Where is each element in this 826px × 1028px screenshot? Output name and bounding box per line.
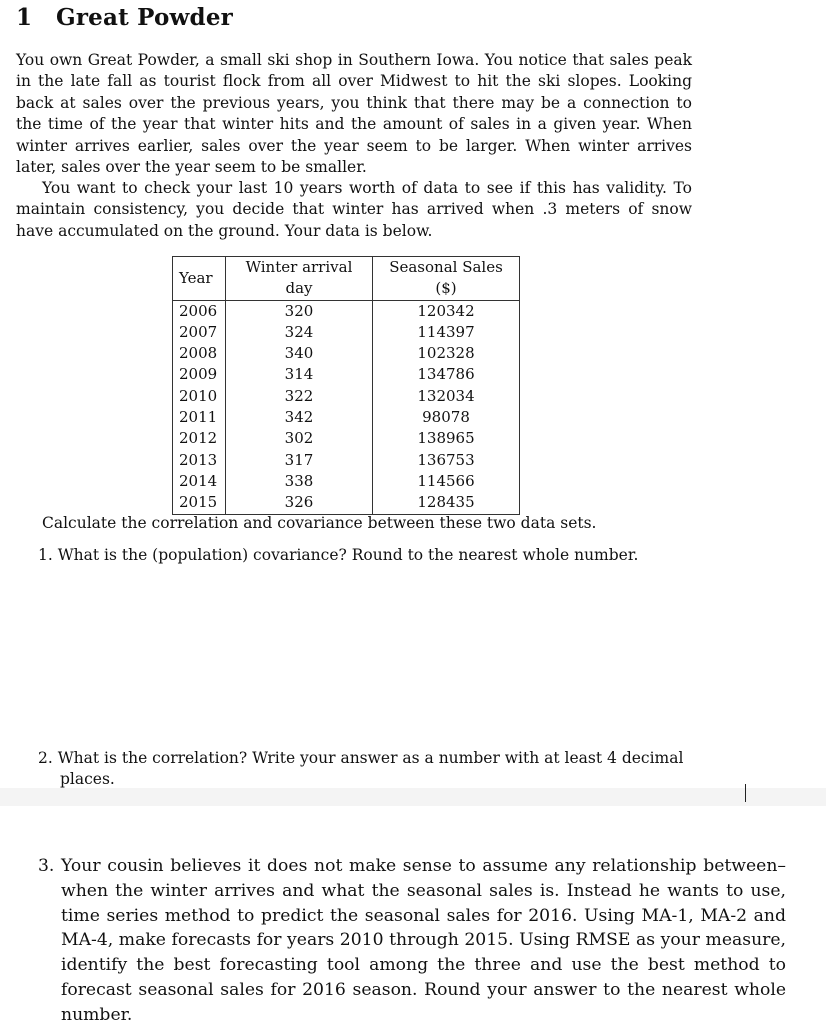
cell-winter-arrival-day: 326 xyxy=(226,492,373,514)
cell-year: 2012 xyxy=(173,428,226,449)
table-row xyxy=(173,471,520,492)
cell-year: 2015 xyxy=(173,492,226,514)
header-winter-arrival-day: Winter arrival day xyxy=(226,257,373,301)
cell-seasonal-sales: 120342 xyxy=(373,300,520,322)
cell-winter-arrival-day: 342 xyxy=(226,407,373,428)
cell-seasonal-sales: 98078 xyxy=(373,407,520,428)
cell-winter-arrival-day: 340 xyxy=(226,343,373,364)
table-row xyxy=(173,407,520,428)
paragraph-data-description: You want to check your last 10 years worth of data to see if this has validity. To maintain consistency, you decide that winter has arrived when .3 meters of snow have accumulated on the ground. Your data is below. xyxy=(16,179,692,240)
table-row xyxy=(173,428,520,449)
cell-year: 2011 xyxy=(173,407,226,428)
cell-year: 2014 xyxy=(173,471,226,492)
question-2 xyxy=(38,748,698,791)
header-seasonal-sales: Seasonal Sales ($) xyxy=(373,257,520,301)
cell-winter-arrival-day: 322 xyxy=(226,386,373,407)
table-row xyxy=(173,450,520,471)
table-row xyxy=(173,343,520,364)
cell-seasonal-sales: 138965 xyxy=(373,428,520,449)
sales-data-table xyxy=(172,256,520,515)
table-body xyxy=(173,300,520,514)
cell-winter-arrival-day: 320 xyxy=(226,300,373,322)
cell-seasonal-sales: 128435 xyxy=(373,492,520,514)
section-heading xyxy=(16,4,233,31)
table-header-row xyxy=(173,257,520,301)
cell-winter-arrival-day: 302 xyxy=(226,428,373,449)
cell-winter-arrival-day: 324 xyxy=(226,322,373,343)
cell-seasonal-sales: 134786 xyxy=(373,364,520,385)
paragraph-intro: You own Great Powder, a small ski shop in Southern Iowa. You notice that sales peak in the late fall as tourist flock from all over Midwest to hit the ski slopes. Looking back at sales over the previous years, you think that there may be a connection to the time of the year that winter hits and the amount of sales in a given year. When winter arrives earlier, sales over the year seem to be larger. When winter arrives later, sales over the year seem to be smaller. xyxy=(16,51,692,177)
table-row xyxy=(173,300,520,322)
cell-year: 2007 xyxy=(173,322,226,343)
cell-seasonal-sales: 102328 xyxy=(373,343,520,364)
cell-year: 2013 xyxy=(173,450,226,471)
cell-year: 2006 xyxy=(173,300,226,322)
cell-seasonal-sales: 114566 xyxy=(373,471,520,492)
table-row xyxy=(173,386,520,407)
cell-year: 2009 xyxy=(173,364,226,385)
instructions: Calculate the correlation and covariance between these two data sets. xyxy=(42,514,597,532)
question-2-text: 2. What is the correlation? Write your answer as a number with at least 4 decimal places. xyxy=(38,749,684,789)
table-row xyxy=(173,322,520,343)
cell-winter-arrival-day: 314 xyxy=(226,364,373,385)
question-1: 1. What is the (population) covariance? Round to the nearest whole number. xyxy=(38,546,639,564)
header-year: Year xyxy=(173,257,226,301)
cell-year: 2010 xyxy=(173,386,226,407)
question-3-text: 3. Your cousin believes it does not make sense to assume any relationship between– when the winter arrives and what the seasonal sales is. Instead he wants to use, time series method to predict the seasonal sales for 2016. Using MA-1, MA-2 and MA-4, make forecasts for years 2010 through 2015. Using RMSE as your measure, identify the best forecasting tool among the three and use the best method to forecast seasonal sales for 2016 season. Round your answer to the nearest whole number. xyxy=(38,856,786,1025)
cell-winter-arrival-day: 317 xyxy=(226,450,373,471)
cell-seasonal-sales: 132034 xyxy=(373,386,520,407)
cell-year: 2008 xyxy=(173,343,226,364)
cell-seasonal-sales: 114397 xyxy=(373,322,520,343)
cell-winter-arrival-day: 338 xyxy=(226,471,373,492)
section-number: 1 xyxy=(16,4,33,31)
cell-seasonal-sales: 136753 xyxy=(373,450,520,471)
table-row xyxy=(173,492,520,514)
text-cursor xyxy=(745,784,746,802)
question-3 xyxy=(38,854,786,1028)
section-title: Great Powder xyxy=(56,4,233,31)
table-row xyxy=(173,364,520,385)
